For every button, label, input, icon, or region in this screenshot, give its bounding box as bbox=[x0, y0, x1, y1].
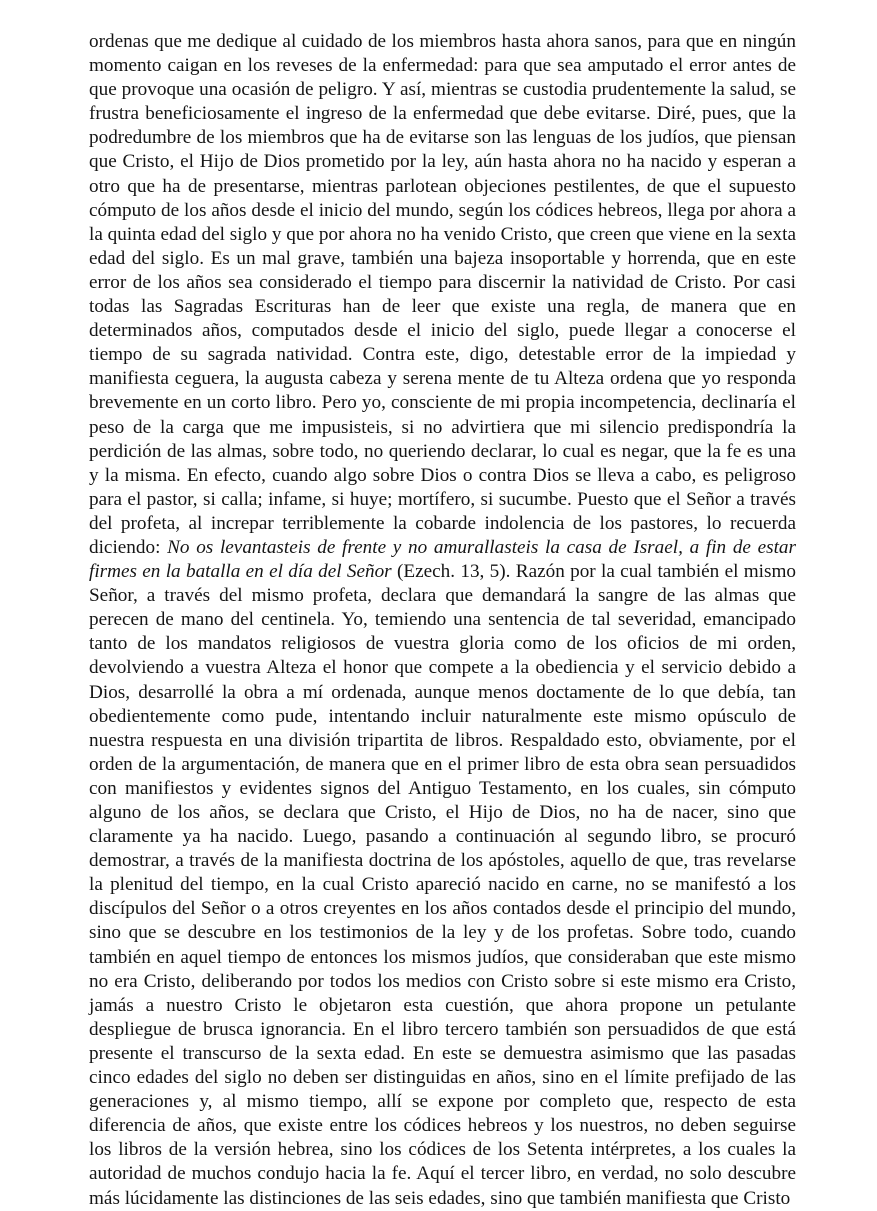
body-text-part2: (Ezech. 13, 5). Razón por la cual también el mismo Señor, a través del mismo profeta, declara que demandará la sangre de las almas que perecen de mano del centinela. Yo, temiendo una sentencia de tal severidad, emancipado tanto de los mandatos religiosos de vuestra gloria como de los oficios de mi orden, devolviendo a vuestra Alteza el honor que compete a la obediencia y el servicio debido a Dios, desarrollé la obra a mí ordenada, aunque menos doctamente de lo que debía, tan obedientemente como pude, intentando incluir naturalmente este mismo opúsculo de nuestra respuesta en una división tripartita de libros. Respaldado esto, obviamente, por el orden de la argumentación, de manera que en el primer libro de esta obra sean persuadidos con manifiestos y evidentes signos del Antiguo Testamento, en los cuales, sin cómputo alguno de los años, se declara que Cristo, el Hijo de Dios, no ha de nacer, sino que claramente ya ha nacido. Luego, pasando a continuación al segundo libro, se procuró demostrar, a través de la manifiesta doctrina de los apóstoles, aquello de que, tras revelarse la plenitud del tiempo, en la cual Cristo apareció nacido en carne, no se manifestó a los discípulos del Señor o a otros creyentes en los años contados desde el principio del mundo, sino que se descubre en los testimonios de la ley y de los profetas. Sobre todo, cuando también en aquel tiempo de entonces los mismos judíos, que consideraban que este mismo no era Cristo, deliberando por todos los medios con Cristo sobre si este mismo era Cristo, jamás a nuestro Cristo le objetaron esta cuestión, que ahora propone un petulante despliegue de brusca ignorancia. En el libro tercero también son persuadidos de que está presente el transcurso de la sexta edad. En este se demuestra asimismo que las pasadas cinco edades del siglo no deben ser distinguidas en años, sino en el límite prefijado de las generaciones y, al mismo tiempo, allí se expone por completo que, respecto de esta diferencia de años, que existe entre los códices hebreos y los nuestros, no deben seguirse los libros de la versión hebrea, sino los códices de los Setenta intérpretes, a los cuales la autoridad de muchos condujo hacia la fe. Aquí el tercer libro, en verdad, no solo descubre más lúcidamente las distinciones de las seis edades, sino que también manifiesta que Cristo bbox=[89, 561, 797, 1209]
body-text-part1: ordenas que me dedique al cuidado de los miembros hasta ahora sanos, para que en ningún momento caigan en los reveses de la enfermedad: para que sea amputado el error antes de que provoque una ocasión de peligro. Y así, mientras se custodia prudentemente la salud, se frustra beneficiosamente el ingreso de la enfermedad que debe evitarse. Diré, pues, que la podredumbre de los miembros que ha de evitarse son las lenguas de los judíos, que piensan que Cristo, el Hijo de Dios prometido por la ley, aún hasta ahora no ha nacido y esperan a otro que ha de presentarse, mientras parlotean objeciones pestilentes, de que el supuesto cómputo de los años desde el inicio del mundo, según los códices hebreos, llega por ahora a la quinta edad del siglo y que por ahora no ha venido Cristo, que creen que viene en la sexta edad del siglo. Es un mal grave, también una bajeza insoportable y horrenda, que en este error de los años sea considerado el tiempo para discernir la natividad de Cristo. Por casi todas las Sagradas Escrituras han de leer que existe una regla, de manera que en determinados años, computados desde el inicio del siglo, puede llegar a conocerse el tiempo de su sagrada natividad. Contra este, digo, detestable error de la impiedad y manifiesta ceguera, la augusta cabeza y serena mente de tu Alteza ordena que yo responda brevemente en un corto libro. Pero yo, consciente de mi propia incompetencia, declinaría el peso de la carga que me impusisteis, si no advirtiera que mi silencio predispondría la perdición de las almas, sobre todo, no queriendo declarar, lo cual es negar, que la fe es una y la misma. En efecto, cuando algo sobre Dios o contra Dios se lleva a cabo, es peligroso para el pastor, si calla; infame, si huye; mortífero, si sucumbe. Puesto que el Señor a través del profeta, al increpar terriblemente la cobarde indolencia de los pastores, lo recuerda diciendo: bbox=[89, 31, 796, 558]
body-paragraph bbox=[89, 30, 796, 1211]
scripture-quote: No os levantasteis de frente y no amurallasteis la casa de Israel, a fin de estar firmes en la batalla en el día del Señor bbox=[89, 536, 796, 583]
document-page bbox=[89, 30, 796, 1211]
